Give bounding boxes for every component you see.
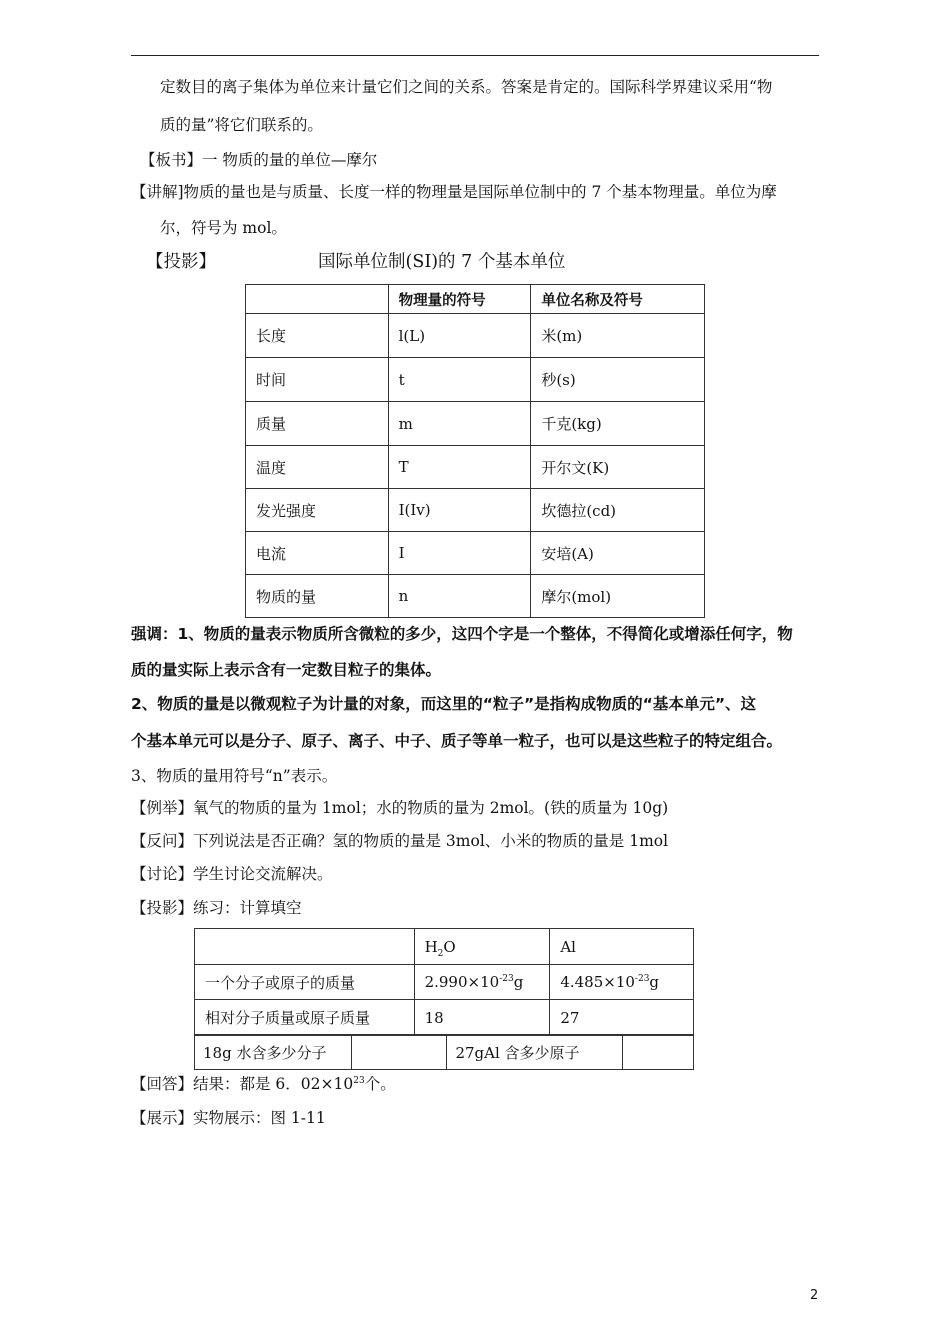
si-header-unit: 单位名称及符号 [531, 285, 705, 314]
calc-row2-al: 27 [550, 1000, 694, 1036]
table-row [246, 358, 705, 402]
si-unit: 米(m) [531, 314, 705, 358]
emphasis-line-2: 质的量实际上表示含有一定数目粒子的集体。 [131, 661, 442, 679]
calc-row3-a2 [623, 1035, 694, 1070]
projection-tag: 【投影】 [146, 252, 216, 272]
si-quantity: 质量 [246, 402, 389, 446]
intro-line-2: 质的量”将它们联系的。 [160, 116, 323, 134]
answer-line [131, 1074, 396, 1094]
si-header-blank [246, 285, 389, 314]
counter-question: 【反问】下列说法是否正确？氢的物质的量是 3mol、小米的物质的量是 1mol [131, 832, 669, 850]
lecture-line-1: 【讲解]物质的量也是与质量、长度一样的物理量是国际单位制中的 7 个基本物理量。单位为摩 [131, 183, 777, 201]
table-row [195, 1000, 694, 1036]
calc-row3-a1 [351, 1035, 447, 1070]
emphasis-line-1: 强调：1、物质的量表示物质所含微粒的多少，这四个字是一个整体，不得简化或增添任何字，物 [131, 625, 793, 643]
calc-header-al: Al [550, 929, 694, 965]
h2o-subscript: 2 [437, 948, 444, 959]
table-row [246, 446, 705, 489]
h2o-base: H [424, 937, 438, 956]
h2o-mass-mantissa: 2.990×10 [424, 973, 500, 991]
si-symbol: m [388, 402, 531, 446]
projection-exercise: 【投影】练习：计算填空 [131, 899, 302, 917]
calc-row3-q1: 18g 水含多少分子 [195, 1035, 352, 1070]
emphasis-line-4: 个基本单元可以是分子、原子、离子、中子、质子等单一粒子，也可以是这些粒子的特定组合。 [131, 732, 783, 750]
calc-row1-al [550, 965, 694, 1000]
calc-table [194, 928, 694, 1069]
si-quantity: 物质的量 [246, 575, 389, 618]
si-quantity: 长度 [246, 314, 389, 358]
si-quantity: 电流 [246, 532, 389, 575]
table-row [195, 1035, 694, 1070]
al-mass-exponent: -23 [634, 974, 650, 984]
calc-row1-label: 一个分子或原子的质量 [195, 965, 415, 1000]
si-symbol: I(Iv) [388, 489, 531, 532]
si-unit: 摩尔(mol) [531, 575, 705, 618]
lecture-line-2: 尔，符号为 mol。 [160, 219, 287, 237]
calc-table-lower [194, 1034, 694, 1070]
si-table-title: 国际单位制(SI)的 7 个基本单位 [318, 252, 566, 272]
table-row [195, 965, 694, 1000]
si-units-table [245, 284, 705, 618]
calc-header-blank [195, 929, 415, 965]
calc-row3-q2: 27gAl 含多少原子 [447, 1035, 623, 1070]
si-quantity: 温度 [246, 446, 389, 489]
table-row [246, 575, 705, 618]
discussion-line: 【讨论】学生讨论交流解决。 [131, 865, 333, 883]
calc-row2-label: 相对分子质量或原子质量 [195, 1000, 415, 1036]
board-heading: 【板书】一 物质的量的单位—摩尔 [140, 151, 378, 169]
example-line: 【例举】氧气的物质的量为 1mol；水的物质的量为 2mol。(铁的质量为 10g) [131, 799, 669, 817]
header-rule [131, 55, 819, 56]
table-row [246, 489, 705, 532]
si-symbol: l(L) [388, 314, 531, 358]
h2o-mass-exponent: -23 [499, 974, 514, 984]
calc-table-upper [194, 928, 694, 1036]
calc-header-h2o [414, 929, 550, 965]
si-unit: 千克(kg) [531, 402, 705, 446]
si-table-header-row [246, 285, 705, 314]
answer-post: 个。 [364, 1075, 396, 1093]
si-unit: 秒(s) [531, 358, 705, 402]
answer-pre: 【回答】结果：都是 6．02×10 [131, 1075, 354, 1093]
table-row [246, 532, 705, 575]
intro-line-1: 定数目的离子集体为单位来计量它们之间的关系。答案是肯定的。国际科学界建议采用“物 [160, 78, 773, 96]
si-unit: 安培(A) [531, 532, 705, 575]
table-row [246, 402, 705, 446]
table-row [195, 929, 694, 965]
calc-row1-h2o [414, 965, 550, 1000]
al-mass-mantissa: 4.485×10 [560, 973, 635, 991]
display-line: 【展示】实物展示：图 1-11 [131, 1109, 326, 1127]
al-mass-unit: g [649, 973, 660, 991]
h2o-mass-unit: g [513, 973, 524, 991]
si-unit: 开尔文(K) [531, 446, 705, 489]
calc-row2-h2o: 18 [414, 1000, 550, 1036]
si-symbol: T [388, 446, 531, 489]
page-number: 2 [810, 1288, 819, 1303]
answer-exponent: 23 [353, 1075, 365, 1086]
table-row [246, 314, 705, 358]
si-unit: 坎德拉(cd) [531, 489, 705, 532]
si-header-symbol: 物理量的符号 [388, 285, 531, 314]
point-3: 3、物质的量用符号“n”表示。 [131, 767, 338, 785]
si-symbol: t [388, 358, 531, 402]
si-symbol: I [388, 532, 531, 575]
si-quantity: 发光强度 [246, 489, 389, 532]
emphasis-line-3: 2、物质的量是以微观粒子为计量的对象，而这里的“粒子”是指构成物质的“基本单元”、这 [131, 695, 757, 713]
si-quantity: 时间 [246, 358, 389, 402]
si-symbol: n [388, 575, 531, 618]
h2o-tail: O [443, 937, 456, 956]
